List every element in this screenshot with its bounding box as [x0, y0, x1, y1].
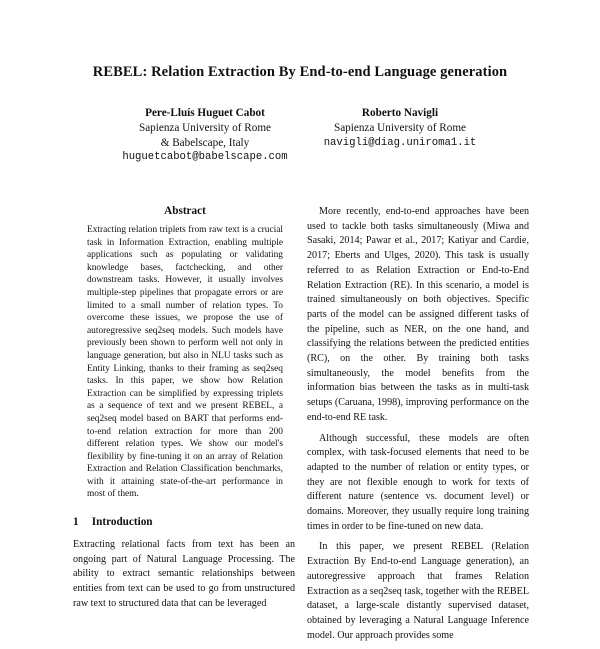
author-block-1	[95, 106, 315, 165]
section-number: 1	[73, 516, 79, 528]
section-heading-introduction	[73, 516, 153, 528]
abstract-text: Extracting relation triplets from raw text is a crucial task in Information Extraction, enabling multiple applications such as populating or validating knowledge bases, factchecking, and other downstream tasks. However, it usually involves multiple-step pipelines that propagate errors or are limited to a small number of relation types. To overcome these issues, we propose the use of autoregressive seq2seq models. Such models have previously been shown to perform well not only in language generation, but also in NLU tasks such as Entity Linking, thanks to their framing as seq2seq tasks. In this paper, we show how Relation Extraction can be simplified by expressing triplets as a sequence of text and we present REBEL, a seq2seq model based on BART that performs end-to-end relation extraction for more than 200 different relation types. We show our model's flexibility by fine-tuning it on an array of Relation Extraction and Relation Classification benchmarks, with it attaining state-of-the-art performance in most of them.	[87, 225, 283, 500]
intro-paragraph: Extracting relational facts from text has been an ongoing part of Natural Language Processing. The ability to extract semantic relationships between entities from text can be used to go from unstructured raw text to structured data that can be leveraged	[73, 539, 295, 609]
section-title: Introduction	[91, 516, 153, 528]
body-paragraph-3: In this paper, we present REBEL (Relation Extraction By End-to-end Language generation), an autoregressive approach that frames Relation Extraction as a seq2seq task, together with the REBEL dataset, a large-scale distantly supervised dataset, obtained by leveraging a Natural Language Inference model. Our approach provides some	[307, 541, 529, 641]
author-email: navigli@diag.uniroma1.it	[323, 136, 477, 149]
body-paragraph-1: More recently, end-to-end approaches have been used to tackle both tasks simultaneously (Miwa and Sasaki, 2014; Pawar et al., 2017; Katiyar and Cardie, 2017; Eberts and Ulges, 2020). This task is usually referred to as Relation Extraction or End-to-End Relation Extraction (RE). In this scenario, a model is trained simultaneously on both objectives. Specific parts of the model can be assigned different tasks of the pipeline, such as NER, on the one hand, and classifying the relations between the predicted entities (RC), on the other. By training both tasks simultaneously, the model benefits from the information bias between the tasks as in multi-task setups (Caruana, 1998), improving performance on the end-to-end RE task.	[307, 206, 529, 423]
abstract-heading: Abstract	[164, 205, 206, 217]
author-block-2	[300, 106, 500, 150]
introduction-text	[73, 538, 295, 612]
author-affiliation: Sapienza University of Rome	[333, 121, 467, 134]
body-paragraph-2: Although successful, these models are often complex, with task-focused elements that need to be adapted to the number of relation or entity types, or they are not flexible enough to work for texts of different nature (sentence vs. document level) or domains. Moreover, they usually require long training times in order to be fine-tuned on new data.	[307, 432, 529, 532]
paper-title: REBEL: Relation Extraction By End-to-end Language generation	[92, 64, 508, 80]
author-name: Pere-Lluís Huguet Cabot	[145, 107, 265, 119]
author-name: Roberto Navigli	[361, 107, 439, 119]
author-email: huguetcabot@babelscape.com	[122, 151, 288, 164]
author-affiliation-line2: & Babelscape, Italy	[160, 136, 250, 149]
author-affiliation: Sapienza University of Rome	[138, 121, 272, 134]
right-column	[307, 205, 529, 649]
